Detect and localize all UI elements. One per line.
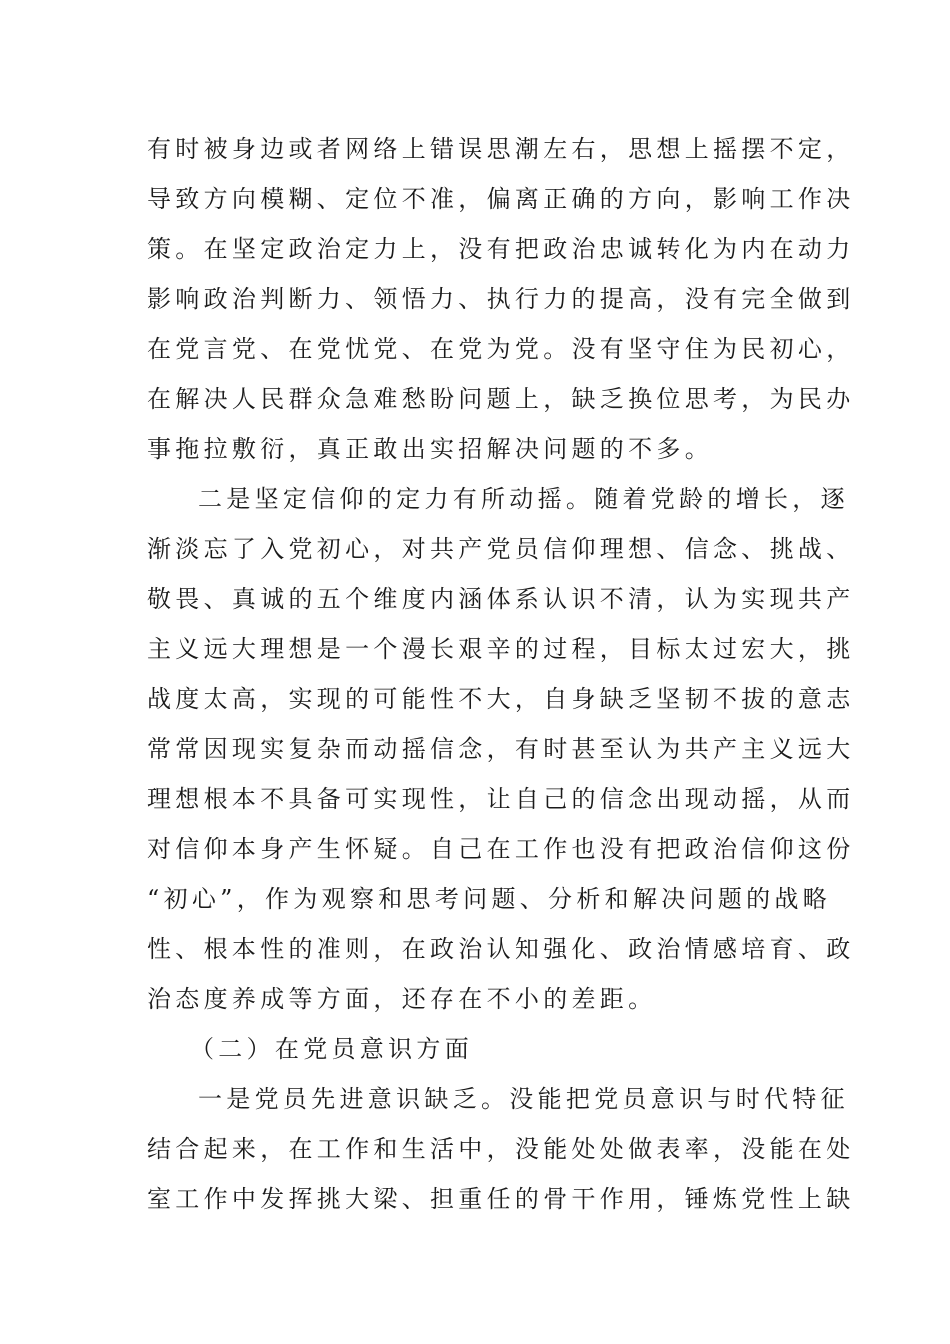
text-line: 在党言党、在党忧党、在党为党。没有坚守住为民初心，: [147, 335, 855, 363]
section-heading: （二）在党员意识方面: [190, 1035, 473, 1063]
text-line: 敬畏、真诚的五个维度内涵体系认识不清，认为实现共产: [147, 585, 855, 613]
text-line: 导致方向模糊、定位不准，偏离正确的方向，影响工作决: [147, 185, 855, 213]
text-line: 有时被身边或者网络上错误思潮左右，思想上摇摆不定，: [147, 135, 855, 163]
text-line: “初心”，作为观察和思考问题、分析和解决问题的战略: [147, 885, 832, 913]
text-line: 治态度养成等方面，还存在不小的差距。: [147, 985, 657, 1013]
paragraph-start-line: 一是党员先进意识缺乏。没能把党员意识与时代特征: [198, 1085, 849, 1113]
paragraph-start-line: 二是坚定信仰的定力有所动摇。随着党龄的增长，逐: [198, 485, 849, 513]
text-line: 对信仰本身产生怀疑。自己在工作也没有把政治信仰这份: [147, 835, 855, 863]
text-line: 渐淡忘了入党初心，对共产党员信仰理想、信念、挑战、: [147, 535, 855, 563]
text-line: 主义远大理想是一个漫长艰辛的过程，目标太过宏大，挑: [147, 635, 855, 663]
text-line: 理想根本不具备可实现性，让自己的信念出现动摇，从而: [147, 785, 855, 813]
text-line: 常常因现实复杂而动摇信念，有时甚至认为共产主义远大: [147, 735, 855, 763]
text-line: 事拖拉敷衍，真正敢出实招解决问题的不多。: [147, 435, 713, 463]
text-line: 在解决人民群众急难愁盼问题上，缺乏换位思考，为民办: [147, 385, 855, 413]
text-line: 结合起来，在工作和生活中，没能处处做表率，没能在处: [147, 1135, 855, 1163]
text-line: 战度太高，实现的可能性不大，自身缺乏坚韧不拔的意志: [147, 685, 855, 713]
text-line: 影响政治判断力、领悟力、执行力的提高，没有完全做到: [147, 285, 855, 313]
text-line: 性、根本性的准则，在政治认知强化、政治情感培育、政: [147, 935, 855, 963]
text-line: 室工作中发挥挑大梁、担重任的骨干作用，锤炼党性上缺: [147, 1185, 855, 1213]
text-line: 策。在坚定政治定力上，没有把政治忠诚转化为内在动力: [147, 235, 855, 263]
